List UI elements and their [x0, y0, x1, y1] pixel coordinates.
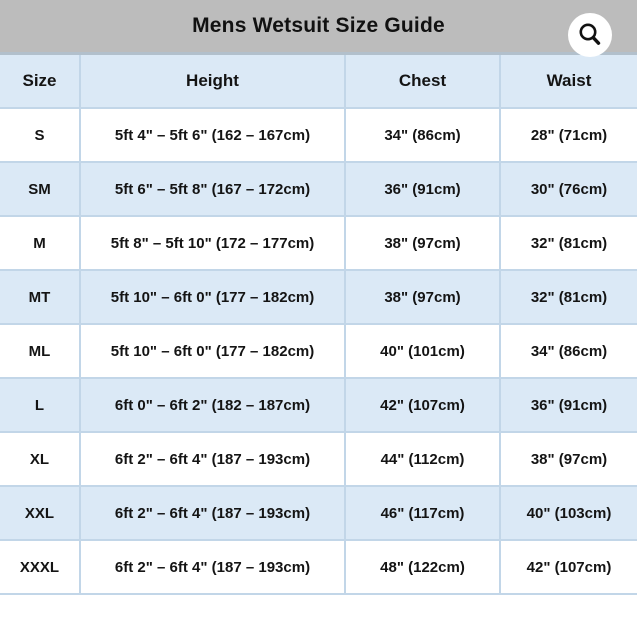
column-header-height: Height: [80, 55, 345, 108]
cell-height: 5ft 10" – 6ft 0" (177 – 182cm): [80, 324, 345, 378]
cell-chest: 34" (86cm): [345, 108, 500, 162]
cell-size: XL: [0, 432, 80, 486]
cell-chest: 38" (97cm): [345, 216, 500, 270]
cell-size: XXL: [0, 486, 80, 540]
table-row: [0, 324, 637, 378]
column-header-chest: Chest: [345, 55, 500, 108]
cell-waist: 34" (86cm): [500, 324, 637, 378]
cell-chest: 48" (122cm): [345, 540, 500, 594]
cell-chest: 44" (112cm): [345, 432, 500, 486]
cell-waist: 28" (71cm): [500, 108, 637, 162]
search-button[interactable]: [568, 13, 612, 57]
column-header-waist: Waist: [500, 55, 637, 108]
table-header-row: [0, 55, 637, 108]
table-row: [0, 540, 637, 594]
cell-chest: 46" (117cm): [345, 486, 500, 540]
title-bar: [0, 0, 637, 55]
cell-size: ML: [0, 324, 80, 378]
cell-waist: 38" (97cm): [500, 432, 637, 486]
cell-waist: 32" (81cm): [500, 216, 637, 270]
cell-waist: 40" (103cm): [500, 486, 637, 540]
cell-size: SM: [0, 162, 80, 216]
column-header-size: Size: [0, 55, 80, 108]
page-title: Mens Wetsuit Size Guide: [192, 14, 445, 37]
cell-chest: 40" (101cm): [345, 324, 500, 378]
cell-size: XXXL: [0, 540, 80, 594]
cell-height: 6ft 2" – 6ft 4" (187 – 193cm): [80, 540, 345, 594]
cell-waist: 32" (81cm): [500, 270, 637, 324]
table-row: [0, 486, 637, 540]
cell-waist: 30" (76cm): [500, 162, 637, 216]
cell-size: MT: [0, 270, 80, 324]
cell-waist: 42" (107cm): [500, 540, 637, 594]
cell-size: L: [0, 378, 80, 432]
table-row: [0, 270, 637, 324]
search-icon: [575, 20, 605, 50]
cell-height: 5ft 8" – 5ft 10" (172 – 177cm): [80, 216, 345, 270]
table-row: [0, 432, 637, 486]
table-row: [0, 108, 637, 162]
cell-height: 5ft 10" – 6ft 0" (177 – 182cm): [80, 270, 345, 324]
cell-chest: 42" (107cm): [345, 378, 500, 432]
cell-height: 6ft 2" – 6ft 4" (187 – 193cm): [80, 432, 345, 486]
cell-height: 6ft 0" – 6ft 2" (182 – 187cm): [80, 378, 345, 432]
table-row: [0, 378, 637, 432]
cell-height: 6ft 2" – 6ft 4" (187 – 193cm): [80, 486, 345, 540]
cell-height: 5ft 6" – 5ft 8" (167 – 172cm): [80, 162, 345, 216]
cell-height: 5ft 4" – 5ft 6" (162 – 167cm): [80, 108, 345, 162]
cell-size: S: [0, 108, 80, 162]
table-row: [0, 216, 637, 270]
cell-size: M: [0, 216, 80, 270]
cell-chest: 38" (97cm): [345, 270, 500, 324]
table-row: [0, 162, 637, 216]
wetsuit-size-table: [0, 55, 637, 595]
cell-waist: 36" (91cm): [500, 378, 637, 432]
cell-chest: 36" (91cm): [345, 162, 500, 216]
